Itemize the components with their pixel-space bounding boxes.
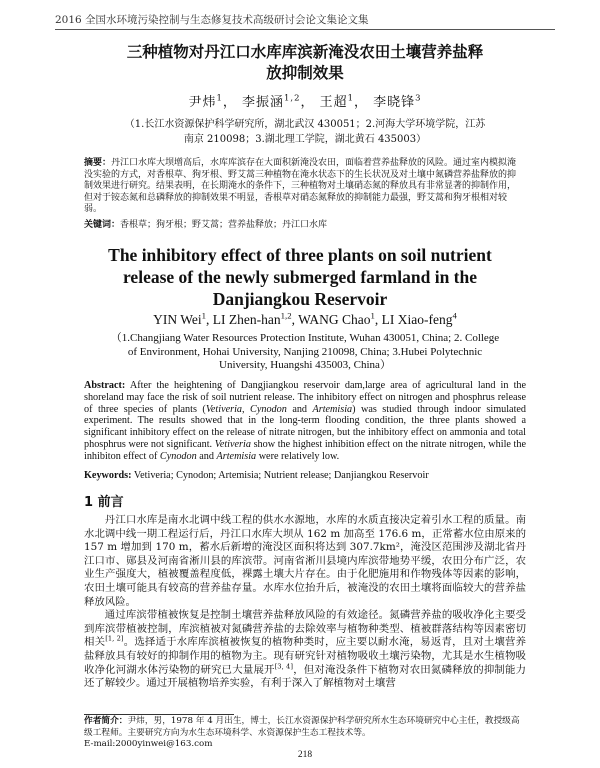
paragraph-text: 通过库滨带植被恢复是控制土壤营养盐释放风险的有效途径。氮磷营养盐的吸收净化主要受到库滨带植被控制，库滨植被对氮磷营养盐的去除效率与植物种类型、植被群落结构等因素密切相关 — [84, 609, 526, 649]
author-name: 李振涵 — [242, 95, 285, 110]
footnote-rule — [84, 714, 234, 715]
affiliation-line: University, Huangshi 435003, China） — [219, 359, 391, 371]
author-sup: 3 — [415, 92, 422, 103]
affiliation-line: （1.长江水资源保护科学研究所，湖北武汉 430051；2.河海大学环境学院，江苏 — [124, 119, 486, 130]
author-name: YIN Wei — [153, 312, 202, 327]
section-heading: 1 前言 — [84, 495, 124, 510]
paragraph-text: 。选择适于水库库滨植被恢复的植物种类时，应主要以耐水淹，易返青，且对土壤营养盐释放具有较好的抑制作用的植物为主。现有研究针对植物吸收土壤污染物，尤其是水生植物吸收净化河湖水体污染物的研究已大量展开 — [84, 636, 527, 676]
abstract-text: show the highest inhibition effect on the nitrate nitrogen, while the inhibiton effect of — [84, 438, 527, 462]
author-sup: 1,2 — [284, 92, 301, 103]
citation: [3, 4] — [274, 662, 293, 671]
english-authors: YIN Wei$^1$, LI Zhen-han$^{1,2}$, WANG Chao$^1$, LI Xiao-feng$^4$ — [153, 310, 457, 327]
page-number: 218 — [297, 750, 313, 760]
author-name: WANG Chao — [298, 312, 371, 327]
author-sup: 1 — [216, 92, 223, 103]
species-name: Cynodon — [159, 450, 197, 462]
abstract-text: 丹江口水库大坝增高后，水库库滨存在大面积新淹没农田，面临着营养盐释放的风险。通过室内模拟淹没实验的方式，对香根草、狗牙根、野艾蒿三种植物在淹水状态下的生长状况及对土壤中氮磷营养盐释放的抑制效果进行研究。结果表明，在长期淹水的条件下，三种植物对土壤硝态氮的释放具有非常显著的抑制作用，但对于铵态氮和总磷释放的抑制效果不明显，香根草对硝态氮释放的抑制能力最强，野艾蒿和狗牙根相对较弱。 — [84, 158, 517, 214]
paragraph: 丹江口水库是南水北调中线工程的供水水源地，水库的水质直接决定着引水工程的质量。南水北调中线一期工程运行后，丹江口水库大坝从 162 m 加高至 176.6 m，正常蓄水位由原来的 157 m 增加到 170 m，蓄水后新增的淹没区面积将达到 307.7km²，淹没区范围涉及湖北省丹江口市、郧县及河南省淅川县的库滨带。河南省淅川县境内库滨带地势平缓，农田分布广泛，农业生产强度大，植被覆盖程度低，裸露土壤大片存在。由于化肥施用和作物残体等因素的影响，农田土壤可能具有较高的营养盐存量。水库水位抬升后，被淹没的农田土壤将面临较大的营养盐释放风险。 — [84, 514, 526, 608]
species-name: Vetiveria — [205, 403, 243, 415]
affiliation-line: of Environment, Hohai University, Nanjing 210098, China; 3.Hubei Polytechnic — [127, 345, 483, 358]
abstract-text: and — [292, 403, 308, 415]
english-keywords — [84, 470, 526, 482]
affiliation-line: （1.Changjiang Water Resources Protection Institute, Wuhan 430051, China; 2. College — [110, 332, 500, 344]
keywords-label: Keywords: — [84, 470, 132, 481]
abstract-text: After the heightening of Dangjiangkou reservoir dam,large area of agricultural land in the shoreland may face the risk of soil nutrient release. The inhibitory effect on nitrogen and phosphrus release of three species of plants ( — [84, 380, 527, 415]
chinese-title — [55, 42, 555, 84]
english-title-line3: Danjiangkou Reservoir — [212, 289, 388, 309]
author-sup: 4 — [452, 310, 457, 321]
paragraph-text: ，但对淹没条件下植物对农田氮磷释放的抑制能力还了解较少。通过开展植物培养实验，有利于深入了解植物对土壤营 — [84, 663, 527, 690]
author-name: 李晓锋 — [373, 95, 416, 110]
species-name: Cynodon — [250, 403, 287, 415]
author-name: LI Zhen-han — [212, 312, 281, 327]
section-body — [84, 514, 526, 691]
species-name: Artemisia — [216, 450, 257, 462]
abstract-text: were relatively low. — [258, 450, 340, 462]
keywords-text: Vetiveria; Cynodon; Artemisia; Nutrient release; Danjiangkou Reservoir — [133, 470, 429, 481]
chinese-abstract — [84, 158, 524, 216]
footnote-label: 作者简介： — [84, 716, 128, 726]
chinese-title-line2: 放抑制效果 — [266, 64, 344, 82]
affiliation-line: 南京 210098；3.湖北理工学院，湖北黄石 435003） — [183, 134, 427, 145]
footnote-email: E-mail:2000yinwei@163.com — [84, 739, 213, 749]
author-sup: 1 — [370, 310, 375, 321]
header-rule — [55, 29, 555, 30]
author-sup: 1 — [347, 92, 354, 103]
species-name: Artemisia — [312, 403, 353, 415]
keywords-label: 关键词： — [84, 220, 121, 230]
abstract-label: Abstract: — [84, 380, 126, 391]
author-footnote — [84, 716, 526, 751]
english-title-line2: release of the newly submerged farmland in the — [122, 267, 478, 287]
species-name: Vetiveria — [214, 438, 251, 450]
footnote-text: 尹炜，男，1978 年 4 月出生，博士，长江水资源保护科学研究所水生态环境研究中心主任，教授级高级工程师。主要研究方向为水生态环境科学、水资源保护生态工程技术等。 — [84, 716, 520, 738]
keywords-text: 香根草；狗牙根；野艾蒿；营养盐释放；丹江口水库 — [120, 220, 328, 230]
chinese-keywords — [84, 220, 524, 232]
english-abstract: Abstract: After the heightening of Dangjiangkou reservoir dam,large area of agricultural land in the shoreland may face the risk of soil nutrient release. The inhibitory effect on nitrogen and phosphrus release of three species of plants (Vetiveria, Cynodon and Artemisia) was studied through indoor simulated experiment. The results showed that in the long-term flooding condition, the three plants showed a significant inhibitory effect on the release of nitrate nitrogen, but the inhibitory effect on ammonia and total phosphrus were not significant. Vetiveria show the highest inhibition effect on the nitrate nitrogen, while the inhibiton effect of Cynodon and Artemisia were relatively low. — [84, 380, 527, 462]
author-name: 王超 — [319, 95, 348, 110]
author-name: LI Xiao-feng — [381, 312, 453, 327]
running-header: 2016 全国水环境污染控制与生态修复技术高级研讨会论文集论文集 — [55, 14, 369, 26]
author-sup: 1,2 — [280, 310, 292, 321]
abstract-label: 摘要： — [84, 158, 112, 168]
english-title — [90, 244, 510, 310]
chinese-affiliation — [110, 117, 500, 147]
paragraph — [84, 609, 526, 691]
citation: [1, 2] — [105, 634, 124, 643]
author-sup: 1 — [201, 310, 207, 321]
author-name: 尹炜 — [188, 95, 217, 110]
english-title-line1: The inhibitory effect of three plants on soil nutrient — [108, 245, 492, 265]
abstract-text: and — [199, 450, 214, 462]
chinese-title-line1: 三种植物对丹江口水库库滨新淹没农田土壤营养盐释 — [126, 43, 484, 61]
chinese-authors: 尹炜$^1$， 李振涵$^{1,2}$， 王超$^1$， 李晓锋$^3$ — [188, 92, 422, 110]
english-affiliation — [110, 332, 500, 373]
abstract-text: ) was studied through indoor simulated experiment. The results showed that in the long-term flooding condition, the three plants showed a significant inhibitory effect on the release of nitrate nitrogen, but the inhibitory effect on ammonia and total phosphrus were not significant. — [84, 403, 527, 450]
